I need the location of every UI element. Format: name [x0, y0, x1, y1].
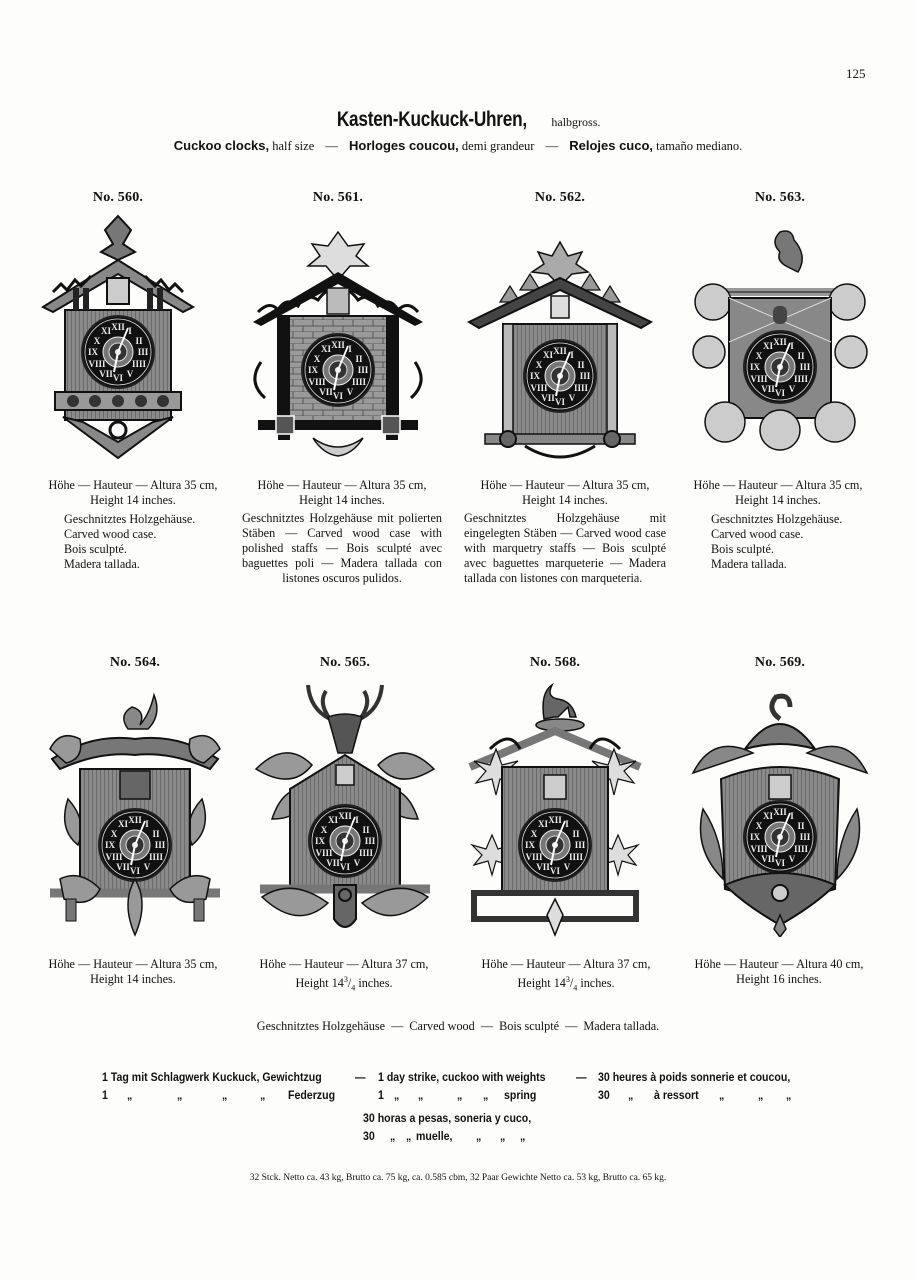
ditto-mark: „: [719, 1090, 725, 1102]
clock-number: No. 565.: [319, 655, 371, 670]
page-subtitle: [0, 138, 916, 154]
height-line: Höhe — Hauteur — Altura 35 cm,: [480, 478, 650, 492]
height-inches-pre: Height 14: [295, 976, 344, 991]
desc-line: Madera tallada.: [64, 557, 140, 571]
height-inches: Height 14 inches.: [90, 493, 176, 507]
clock-illustration: [23, 212, 213, 462]
movement-de-2-count: 1: [102, 1090, 108, 1102]
cuckoo-clock-561-image: [243, 212, 433, 462]
movement-de-1: 1 Tag mit Schlagwerk Kuckuck, Gewichtzug: [102, 1072, 322, 1084]
ditto-mark: „: [758, 1090, 764, 1102]
subtitle-en: half size: [272, 139, 315, 153]
desc-line: Carved wood case.: [64, 527, 157, 541]
desc-line: Geschnitztes Holzgehäuse.: [64, 512, 196, 526]
ditto-mark: „: [500, 1131, 506, 1143]
movement-dash: —: [355, 1072, 366, 1084]
clock-illustration: [40, 679, 230, 937]
ditto-mark: „: [406, 1131, 412, 1143]
subtitle-fr: demi grandeur: [461, 139, 535, 153]
movement-en-2: spring: [504, 1090, 537, 1102]
height-line: Höhe — Hauteur — Altura 35 cm,: [48, 957, 218, 971]
title-suffix: halbgross.: [551, 115, 601, 129]
cuckoo-clock-565-image: [250, 679, 440, 937]
ditto-mark: „: [628, 1090, 634, 1102]
height-line: Höhe — Hauteur — Altura 37 cm,: [259, 957, 429, 971]
ditto-mark: „: [390, 1131, 396, 1143]
ditto-mark: „: [418, 1090, 424, 1102]
clock-illustration: [685, 679, 875, 937]
movement-fr-2: à ressort: [654, 1090, 699, 1102]
height-inches-post: inches.: [355, 976, 393, 991]
height-inches: Height 16 inches.: [736, 972, 822, 986]
subtitle-fr-bold: Horloges coucou,: [349, 138, 459, 153]
movement-es-2-count: 30: [363, 1131, 375, 1143]
clock-item-560: [18, 190, 218, 462]
clock-text-565: [244, 957, 444, 996]
clock-number: No. 562.: [534, 190, 586, 205]
clock-number: No. 560.: [92, 190, 144, 205]
desc-line: Bois sculpté.: [64, 542, 127, 556]
clock-illustration: [250, 679, 440, 937]
page-number: 125: [846, 66, 866, 81]
description: Geschnitztes Holzgehäuse mit polierten Stäben — Carved wood case with polished staffs — Bois sculpté avec baguettes poli — Madera tallada con listones oscuros pulidos.: [242, 511, 442, 585]
cuckoo-clock-564-image: [40, 679, 230, 937]
cuckoo-clock-563-image: [685, 212, 875, 462]
height-inches: Height 14 inches.: [735, 493, 821, 507]
subtitle-es: tamaño mediano.: [656, 139, 743, 153]
ditto-mark: „: [520, 1131, 526, 1143]
height-inches-pre: Height 14: [517, 976, 566, 991]
desc-line: Carved wood case.: [711, 527, 804, 541]
packing-footnote: 32 Stck. Netto ca. 43 kg, Brutto ca. 75 kg, ca. 0.585 cbm, 32 Paar Gewichte Netto ca. 53 kg, Brutto ca. 65 kg.: [249, 1173, 667, 1183]
movement-es-1: 30 horas a pesas, soneria y cuco,: [363, 1113, 532, 1125]
clock-illustration: [465, 212, 655, 462]
clock-number: No. 569.: [754, 655, 806, 670]
clock-text-562: [464, 478, 666, 586]
clock-illustration: [243, 212, 433, 462]
height-inches: Height 14 inches.: [522, 493, 608, 507]
clock-text-561: [242, 478, 442, 586]
movement-de-2: Federzug: [288, 1090, 336, 1102]
desc-line: Madera tallada.: [711, 557, 787, 571]
fraction-numerator: 3: [343, 975, 348, 984]
height-inches: Height $14^3/_4$ inches.: [517, 975, 615, 993]
subtitle-en-bold: Cuckoo clocks,: [173, 138, 270, 153]
clock-item-561: [238, 190, 438, 462]
clock-item-563: [680, 190, 880, 462]
description: [686, 512, 870, 572]
ditto-mark: „: [260, 1090, 266, 1102]
height-inches: Height 14 inches.: [299, 493, 385, 507]
fraction-denominator: 4: [573, 983, 578, 993]
clock-item-564: [35, 655, 235, 937]
ditto-mark: „: [483, 1090, 489, 1102]
movement-dash: —: [576, 1072, 587, 1084]
height-line: Höhe — Hauteur — Altura 40 cm,: [694, 957, 864, 971]
common-description: Geschnitztes Holzgehäuse — Carved wood — Bois sculpté — Madera tallada.: [256, 1019, 660, 1033]
title-main: Kasten-Kuckuck-Uhren,: [336, 108, 527, 131]
desc-line: Geschnitztes Holzgehäuse.: [711, 512, 843, 526]
movement-en-1: 1 day strike, cuckoo with weights: [378, 1072, 546, 1084]
height-line: Höhe — Hauteur — Altura 35 cm,: [257, 478, 427, 492]
clock-item-565: [245, 655, 445, 937]
movement-es-2: muelle,: [416, 1131, 453, 1143]
height-line: Höhe — Hauteur — Altura 35 cm,: [693, 478, 863, 492]
ditto-mark: „: [127, 1090, 133, 1102]
clock-text-563: [686, 478, 870, 572]
height-inches: Height 14 inches.: [90, 972, 176, 986]
clock-item-569: [680, 655, 880, 937]
height-line: Höhe — Hauteur — Altura 35 cm,: [48, 478, 218, 492]
clock-text-560: [33, 478, 233, 572]
movement-en-2-count: 1: [378, 1090, 384, 1102]
clock-illustration: [460, 679, 650, 937]
height-inches: Height $14^3/_4$ inches.: [295, 975, 393, 993]
desc-line: Bois sculpté.: [711, 542, 774, 556]
ditto-mark: „: [222, 1090, 228, 1102]
clock-item-568: [455, 655, 655, 937]
clock-number: No. 568.: [529, 655, 581, 670]
height-inches-post: inches.: [577, 976, 615, 991]
subtitle-es-bold: Relojes cuco,: [569, 138, 654, 153]
cuckoo-clock-560-image: [23, 212, 213, 462]
fraction-denominator: 4: [351, 983, 356, 993]
ditto-mark: „: [786, 1090, 792, 1102]
description: [33, 512, 233, 572]
movement-fr-1: 30 heures à poids sonnerie et coucou,: [598, 1072, 791, 1084]
description: Geschnitztes Holzgehäuse mit eingelegten Stäben — Carved wood case with marquetry staffs — Bois sculpté avec baguettes marqueterie — Madera tallada con listones con marqueteria.: [464, 511, 666, 585]
ditto-mark: „: [457, 1090, 463, 1102]
fraction-numerator: 3: [565, 975, 570, 984]
height-line: Höhe — Hauteur — Altura 37 cm,: [481, 957, 651, 971]
ditto-mark: „: [394, 1090, 400, 1102]
clock-illustration: [685, 212, 875, 462]
ditto-mark: „: [476, 1131, 482, 1143]
subtitle-dash: —: [545, 139, 559, 153]
clock-item-562: [460, 190, 660, 462]
ditto-mark: „: [177, 1090, 183, 1102]
clock-text-568: [466, 957, 666, 996]
subtitle-dash: —: [325, 139, 338, 153]
clock-number: No. 564.: [109, 655, 161, 670]
cuckoo-clock-569-image: [685, 679, 875, 937]
clock-number: No. 561.: [312, 190, 364, 205]
movement-fr-2-count: 30: [598, 1090, 610, 1102]
cuckoo-clock-568-image: [460, 679, 650, 937]
cuckoo-clock-562-image: [465, 212, 655, 462]
clock-text-569: [684, 957, 874, 987]
clock-number: No. 563.: [754, 190, 806, 205]
clock-text-564: [33, 957, 233, 987]
page-title: [0, 108, 916, 132]
